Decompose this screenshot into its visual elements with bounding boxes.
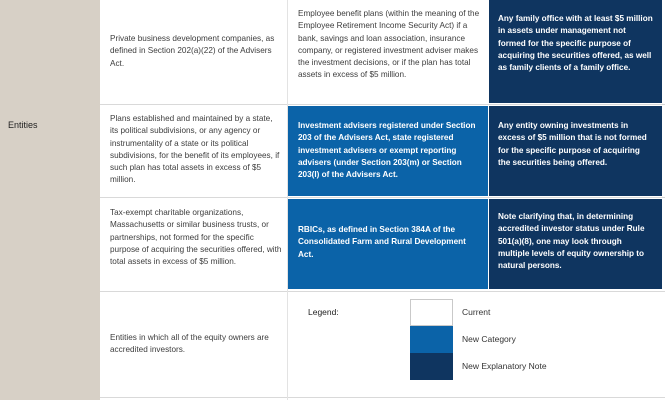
row-divider <box>100 104 665 105</box>
entities-label: Entities <box>8 120 38 130</box>
legend-label-current: Current <box>462 307 491 317</box>
row1-col1-cell: Private business development companies, as defined in Section 202(a)(22) of the Advisers Act. <box>110 33 282 70</box>
row1-col2-cell: Employee benefit plans (within the meaning of the Employee Retirement Income Security Act) if a bank, savings and loan association, insurance company, or registered investment adviser makes the investment decisions, or if the plan has total assets in excess of $5 million. <box>298 8 482 82</box>
row1-col3-cell: Any family office with at least $5 million in assets under management not formed for the specific purpose of acquiring the securities offered, as well as family clients of a family office. <box>489 0 662 103</box>
legend-label-new-category: New Category <box>462 334 516 344</box>
legend-swatch-current <box>410 299 453 326</box>
row4-col1-cell: Entities in which all of the equity owners are accredited investors. <box>110 332 282 357</box>
entities-column <box>0 0 100 400</box>
column-divider <box>287 0 288 400</box>
legend-title: Legend: <box>308 307 339 317</box>
row2-col2-cell: Investment advisers registered under Section 203 of the Advisers Act, state registered investment advisers or exempt reporting advisers (under Section 203(m) or Section 203(l) of the Advisers Act. <box>288 106 488 196</box>
row3-col3-cell: Note clarifying that, in determining accredited investor status under Rule 501(a)(8), one may look through multiple levels of equity ownership to natural persons. <box>489 199 662 289</box>
legend-swatch-new-category <box>410 326 453 353</box>
row-divider <box>100 291 665 292</box>
row-divider <box>100 397 665 398</box>
row3-col1-cell: Tax-exempt charitable organizations, Massachusetts or similar business trusts, or partnerships, not formed for the specific purpose of acquiring the securities offered, with total assets in excess of $5 million. <box>110 207 282 268</box>
row2-col1-cell: Plans established and maintained by a state, its political subdivisions, or any agency or instrumentality of a state or its political subdivisions, for the benefit of its employees, if such plan has total assets in excess of $5 million. <box>110 113 282 187</box>
row-divider <box>100 197 665 198</box>
row3-col2-cell: RBICs, as defined in Section 384A of the Consolidated Farm and Rural Development Act. <box>288 199 488 289</box>
legend-label-new-explanatory-note: New Explanatory Note <box>462 361 547 371</box>
row2-col3-cell: Any entity owning investments in excess of $5 million that is not formed for the specific purpose of acquiring the securities being offered. <box>489 106 662 196</box>
legend-swatch-new-explanatory-note <box>410 353 453 380</box>
